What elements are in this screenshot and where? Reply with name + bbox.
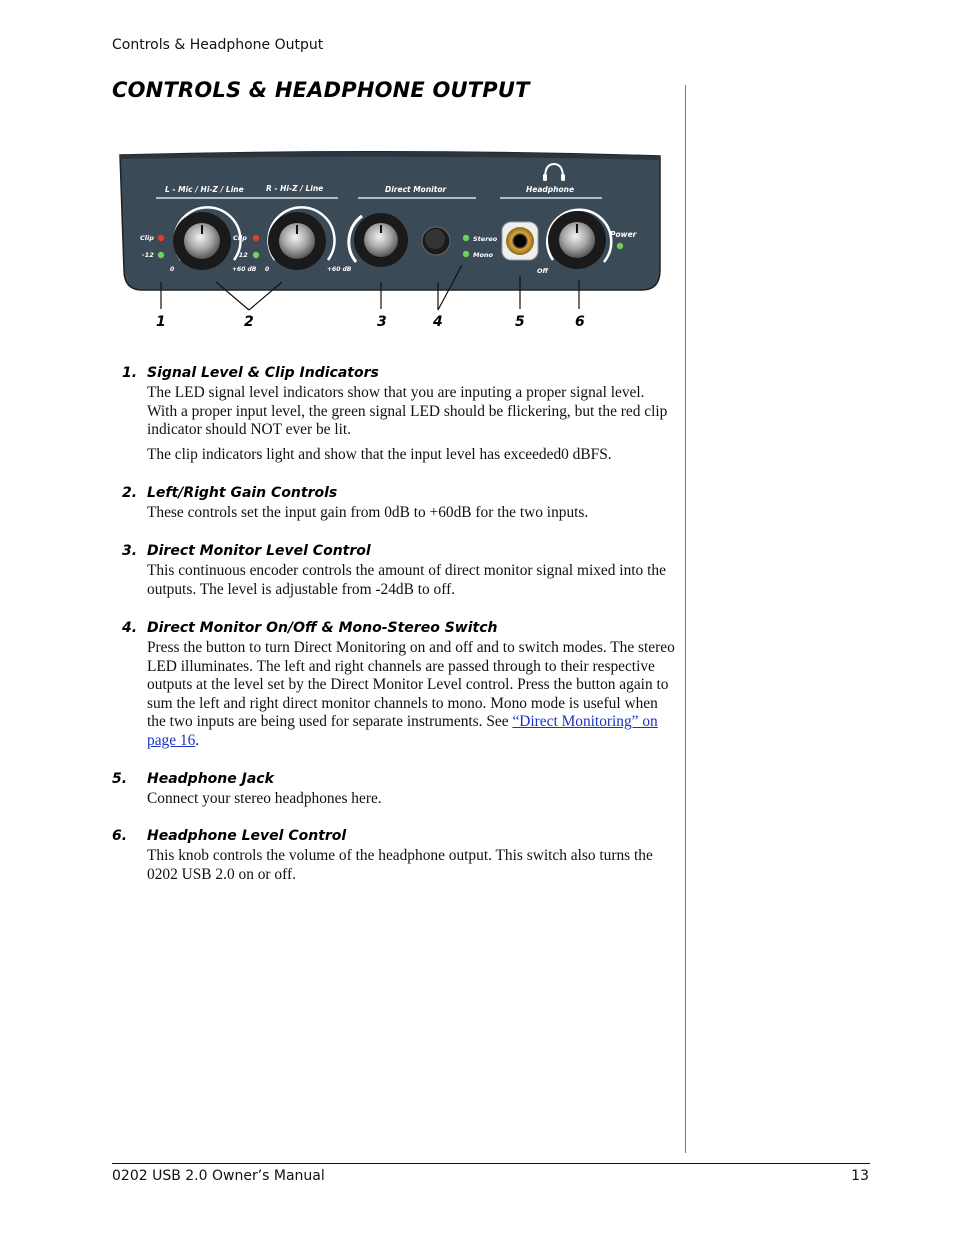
footer-manual-title: 0202 USB 2.0 Owner’s Manual (112, 1168, 325, 1184)
front-panel-illustration (112, 150, 672, 335)
label-clip-right: Clip (233, 234, 247, 242)
section-paragraph: Connect your stereo headphones here. (147, 790, 382, 807)
section-paragraph: The clip indicators light and show that the input level has exceeded0 dBFS. (147, 445, 612, 463)
section-gain-controls (112, 484, 677, 523)
power-led (617, 243, 623, 249)
label-plus60-right: +60 dB (327, 266, 352, 273)
label-headphone: Headphone (526, 185, 575, 194)
section-heading: Direct Monitor Level Control (147, 543, 371, 559)
section-signal-level (112, 364, 677, 464)
section-heading: Direct Monitor On/Off & Mono-Stereo Switch (147, 620, 498, 636)
section-heading: Headphone Level Control (147, 828, 347, 844)
signal-led-left (158, 252, 164, 258)
section-number: 6. (112, 828, 128, 844)
section-direct-monitor-switch (112, 619, 677, 751)
section-number: 2. (122, 485, 138, 501)
signal-led-right (253, 252, 259, 258)
section-number: 5. (112, 771, 128, 787)
column-divider (685, 85, 686, 1153)
callout-3: 3 (377, 314, 387, 330)
section-number: 3. (122, 543, 138, 559)
label-plus60-left: +60 dB (232, 266, 257, 273)
label-clip-left: Clip (140, 234, 154, 242)
label-zero-right: 0 (265, 266, 270, 273)
label-stereo: Stereo (473, 235, 498, 243)
label-zero-left: 0 (170, 266, 175, 273)
label-right-input: R - Hi-Z / Line (266, 184, 324, 193)
label-direct-monitor: Direct Monitor (385, 185, 447, 194)
running-header: Controls & Headphone Output (112, 37, 324, 53)
section-number: 4. (122, 620, 138, 636)
section-heading: Left/Right Gain Controls (147, 485, 338, 501)
label-left-input: L - Mic / Hi-Z / Line (165, 185, 244, 194)
callout-6: 6 (575, 314, 585, 330)
label-power: Power (610, 230, 637, 239)
section-heading: Headphone Jack (147, 771, 274, 787)
label-mono: Mono (473, 251, 494, 259)
callout-1: 1 (156, 314, 166, 330)
mono-led (463, 251, 469, 257)
section-headphone-level (112, 827, 677, 884)
headphone-jack[interactable] (502, 222, 538, 260)
section-heading: Signal Level & Clip Indicators (147, 365, 379, 381)
section-paragraph: These controls set the input gain from 0dB to +60dB for the two inputs. (147, 504, 589, 521)
callout-2: 2 (244, 314, 254, 330)
label-minus12-right: -12 (236, 251, 248, 259)
page-title: CONTROLS & HEADPHONE OUTPUT (112, 78, 530, 102)
label-off: Off (537, 267, 548, 275)
section-paragraph: The LED signal level indicators show that you are inputing a proper signal level. With a proper input level, the green signal LED should be flickering, but the red clip indicator should NOT ever be lit. (147, 384, 668, 439)
section-direct-monitor-level (112, 542, 677, 599)
footer-rule (112, 1163, 870, 1164)
direct-monitor-button[interactable] (422, 227, 450, 255)
label-minus12-left: -12 (142, 251, 154, 259)
direct-monitoring-link[interactable]: “Direct Monitoring” on page 16 (147, 713, 658, 749)
section-number: 1. (122, 365, 138, 381)
clip-led-right (253, 235, 259, 241)
section-paragraph: This continuous encoder controls the amount of direct monitor signal mixed into the outputs. The level is adjustable from -24dB to off. (147, 562, 666, 598)
stereo-led (463, 235, 469, 241)
callout-4: 4 (433, 314, 443, 330)
section-paragraph: This knob controls the volume of the headphone output. This switch also turns the 0202 USB 2.0 on or off. (147, 847, 653, 883)
page-number: 13 (851, 1168, 869, 1184)
callout-5: 5 (515, 314, 525, 330)
section-headphone-jack (112, 770, 677, 809)
section-paragraph: Press the button to turn Direct Monitoring on and off and to switch modes. The stereo LED illuminates. The left and right channels are passed through to their respective outputs at the level set by the Direct Monitor Level control. Press the button again to sum the left and right direct monitor channels to mono. Mono mode is useful when the two inputs are being used for separate instruments. See “Direct Monitoring” on page 16. (147, 639, 675, 749)
clip-led-left (158, 235, 164, 241)
